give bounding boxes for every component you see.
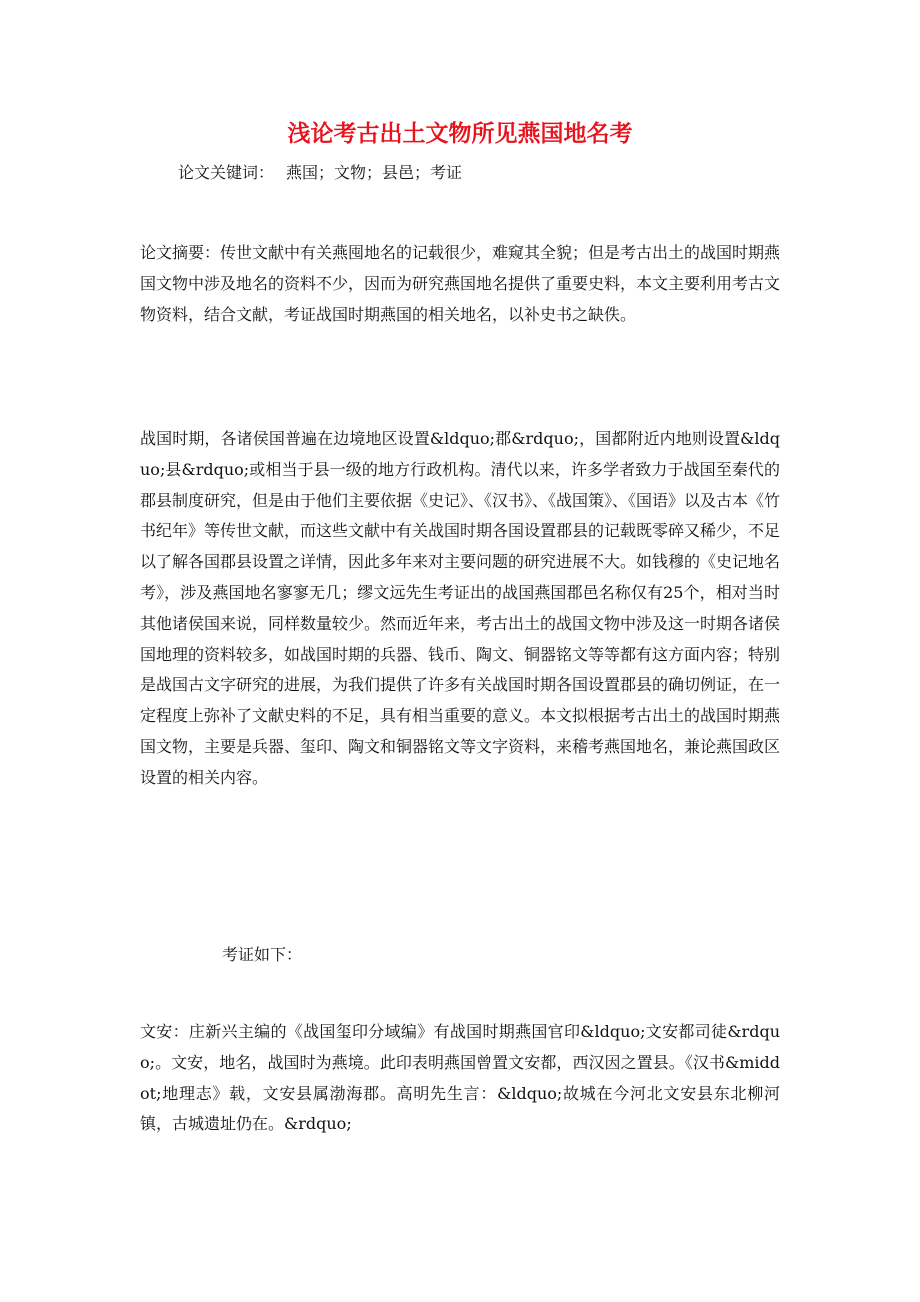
keywords-label: 论文关键词： (178, 163, 275, 182)
keywords-line (178, 160, 462, 186)
document-title: 浅论考古出土文物所见燕国地名考 (287, 121, 633, 147)
keywords-value: 燕国；文物；县邑；考证 (286, 163, 463, 182)
wenan-paragraph: 文安：庄新兴主编的《战国玺印分域编》有战国时期燕国官印&ldquo;文安都司徒&rdquo;。文安，地名，战国时为燕境。此印表明燕国曾置文安都，西汉因之置县。《汉书&middot;地理志》载，文安县属渤海郡。高明先生言：&ldquo;故城在今河北文安县东北柳河镇，古城遗址仍在。&rdquo; (140, 1022, 780, 1134)
abstract-paragraph: 论文摘要：传世文献中有关燕囤地名的记载很少，难窥其全貌；但是考古出土的战国时期燕国文物中涉及地名的资料不少，因而为研究燕国地名提供了重要史料，本文主要利用考古文物资料，结合文献，考证战国时期燕国的相关地名，以补史书之缺佚。 (140, 243, 781, 324)
section-heading: 考证如下： (222, 945, 303, 964)
body-paragraph: 战国时期，各诸侯国普遍在边境地区设置&ldquo;郡&rdquo;，国都附近内地则设置&ldquo;县&rdquo;或相当于县一级的地方行政机构。清代以来，许多学者致力于战国至秦代的郡县制度研究，但是由于他们主要依据《史记》、《汉书》、《战国策》、《国语》以及古本《竹书纪年》等传世文献，而这些文献中有关战国时期各国设置郡县的记载既零碎又稀少，不足以了解各国郡县设置之详情，因此多年来对主要问题的研究进展不大。如钱穆的《史记地名考》，涉及燕国地名寥寥无几；缪文远先生考证出的战国燕国郡邑名称仅有25个，相对当时其他诸侯国来说，同样数量较少。然而近年来，考古出土的战国文物中涉及这一时期各诸侯国地理的资料较多，如战国时期的兵器、钱币、陶文、铜器铭文等等都有这方面内容；特别是战国古文字研究的进展，为我们提供了许多有关战国时期各国设置郡县的确切例证，在一定程度上弥补了文献史料的不足，具有相当重要的意义。本文拟根据考古出土的战国时期燕国文物，主要是兵器、玺印、陶文和铜器铭文等文字资料，来稽考燕国地名，兼论燕国政区设置的相关内容。 (140, 429, 781, 787)
